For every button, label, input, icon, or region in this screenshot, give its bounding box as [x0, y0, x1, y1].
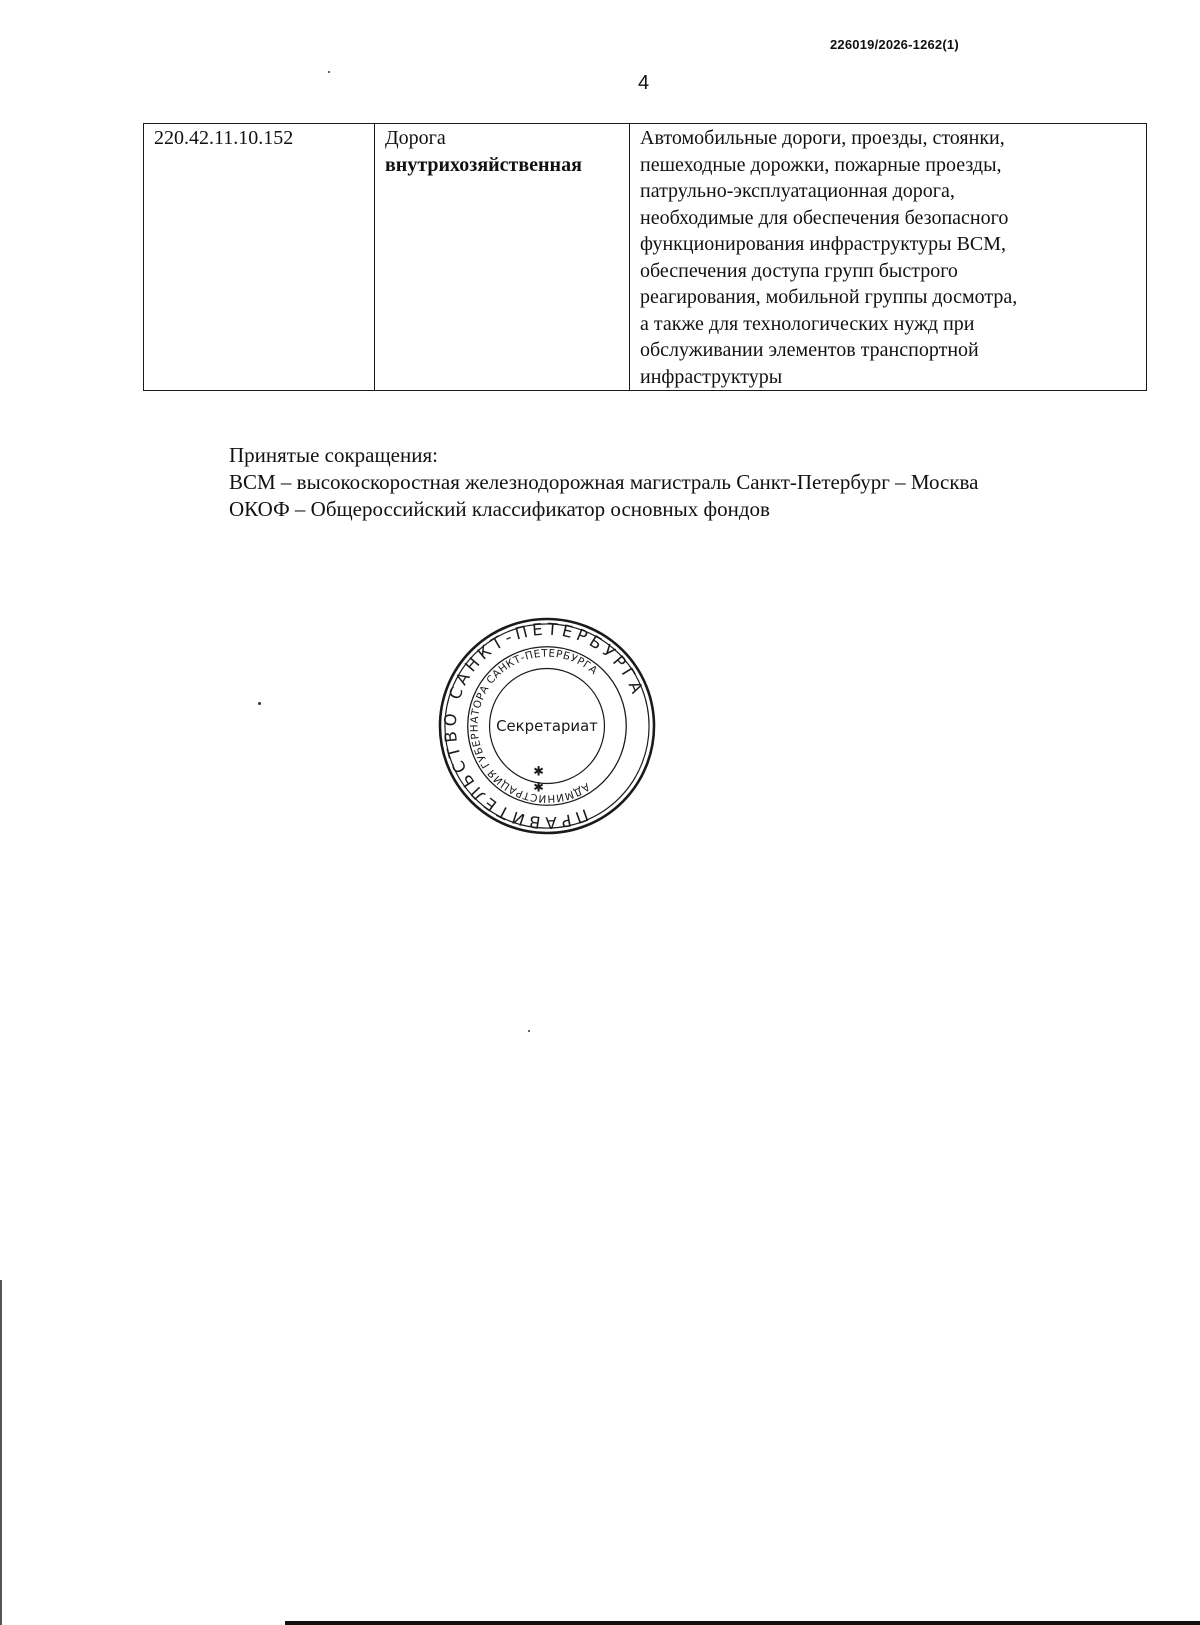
description-line: реагирования, мобильной группы досмотра,	[640, 286, 1018, 308]
okof-code-cell: 220.42.11.10.152	[144, 124, 375, 391]
description-line: инфраструктуры	[640, 365, 783, 388]
description-line: обслуживании элементов транспортной	[640, 339, 979, 361]
object-description-cell	[630, 124, 1147, 391]
table-row	[144, 124, 1147, 391]
scan-edge	[285, 1621, 1200, 1625]
description-line: необходимые для обеспечения безопасного	[640, 206, 1009, 229]
official-seal-stamp	[438, 617, 656, 835]
seal-center-text: Секретариат	[496, 716, 598, 735]
abbreviations-section	[229, 442, 979, 523]
object-name-line: внутрихозяйственная	[385, 153, 582, 176]
scan-speck	[328, 71, 330, 73]
description-line: обеспечения доступа групп быстрого	[640, 259, 958, 282]
abbreviation-item: ВСМ – высокоскоростная железнодорожная магистраль Санкт-Петербург – Москва	[229, 470, 979, 494]
scan-speck	[258, 702, 261, 705]
object-name-cell	[375, 124, 630, 391]
abbreviations-heading: Принятые сокращения:	[229, 443, 438, 467]
seal-star-icon: ✱	[533, 764, 544, 780]
seal-inner-text-path: АДМИНИСТРАЦИЯ ГУБЕРНАТОРА САНКТ-ПЕТЕРБУРГА	[468, 647, 600, 805]
seal-star-icon: ✱	[533, 780, 544, 796]
object-name-line: Дорога	[385, 127, 446, 149]
description-line: функционирования инфраструктуры ВСМ,	[640, 233, 1007, 255]
scan-speck	[528, 1030, 530, 1032]
description-line: патрульно-эксплуатационная дорога,	[640, 180, 955, 202]
description-line: а также для технологических нужд при	[640, 312, 975, 335]
okof-table	[143, 123, 1147, 391]
page-number: 4	[638, 72, 650, 94]
document-registration-number: 226019/2026-1262(1)	[830, 37, 959, 52]
abbreviation-item: ОКОФ – Общероссийский классификатор основных фондов	[229, 497, 770, 521]
description-line: Автомобильные дороги, проезды, стоянки,	[640, 127, 1005, 149]
description-line: пешеходные дорожки, пожарные проезды,	[640, 153, 1002, 176]
seal-outer-text-path: ПРАВИТЕЛЬСТВО САНКТ-ПЕТЕРБУРГА	[440, 619, 649, 833]
scan-edge	[0, 1280, 2, 1625]
